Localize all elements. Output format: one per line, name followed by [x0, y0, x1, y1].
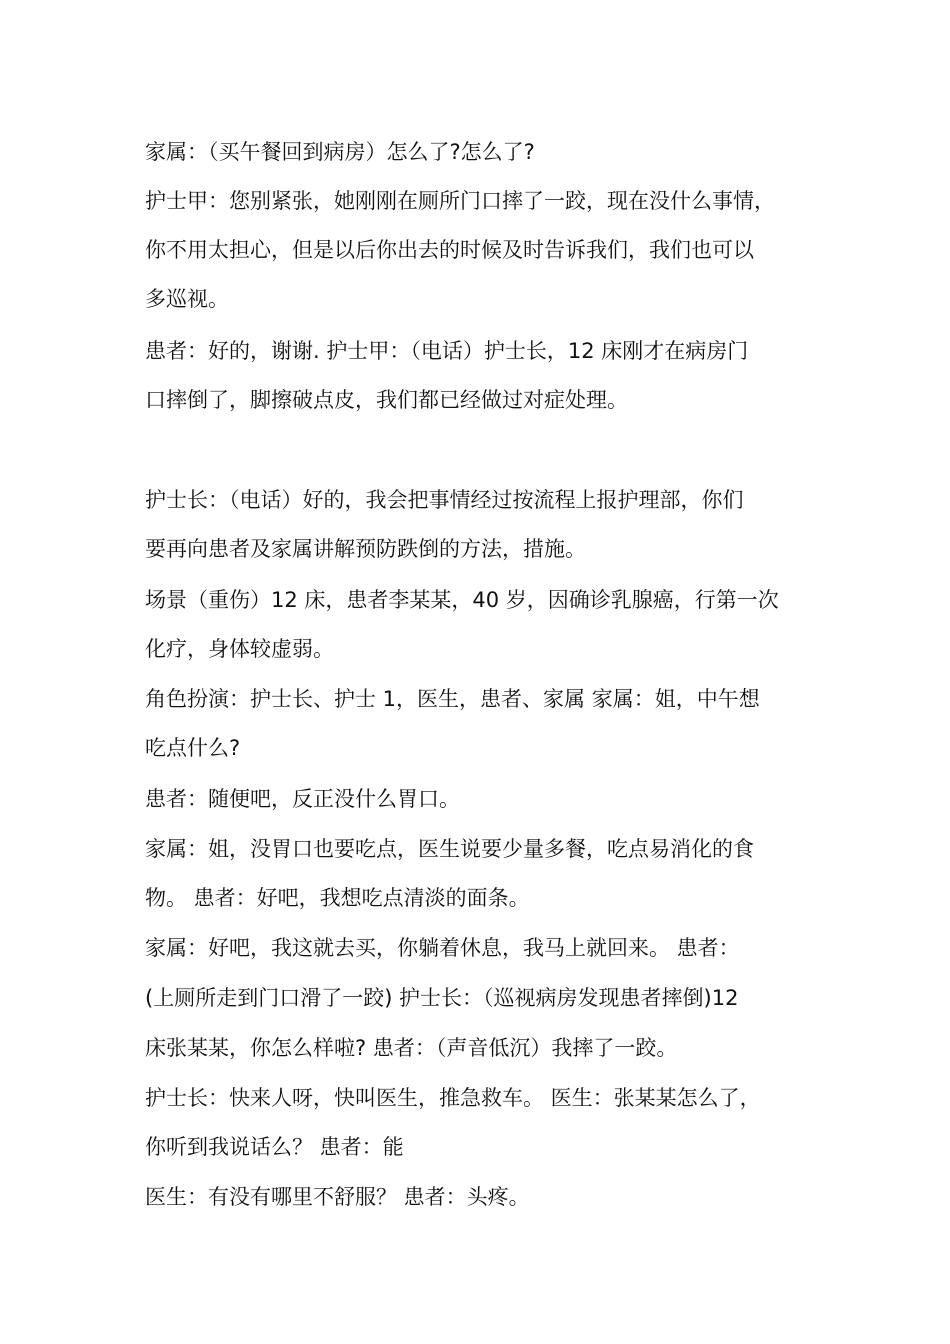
text-line: 口摔倒了，脚擦破点皮，我们都已经做过对症处理。 — [145, 388, 628, 412]
text-line: 角色扮演：护士长、护士 1，医生，患者、家属 家属：姐，中午想 — [145, 687, 760, 711]
text-line: 要再向患者及家属讲解预防跌倒的方法，措施。 — [145, 537, 586, 561]
text-line: 物。 患者：好吧，我想吃点清淡的面条。 — [145, 886, 530, 910]
text-line: 家属：（买午餐回到病房）怎么了?怎么了? — [145, 140, 535, 164]
text-line: 医生：有没有哪里不舒服？ 患者：头疼。 — [145, 1185, 530, 1209]
text-line: 你听到我说话么？ 患者：能 — [145, 1135, 404, 1159]
text-line: 化疗，身体较虚弱。 — [145, 637, 334, 661]
text-line: (上厕所走到门口滑了一跤) 护士长：（巡视病房发现患者摔倒)12 — [145, 986, 739, 1010]
text-line: 家属：好吧，我这就去买，你躺着休息，我马上就回来。 患者： — [145, 936, 740, 960]
text-line: 家属：姐，没胃口也要吃点，医生说要少量多餐，吃点易消化的食 — [145, 837, 754, 861]
text-line: 床张某某，你怎么样啦? 患者：（声音低沉）我摔了一跤。 — [145, 1036, 678, 1060]
text-line: 吃点什么? — [145, 736, 241, 760]
text-line: 场景（重伤）12 床，患者李某某，40 岁，因确诊乳腺癌，行第一次 — [145, 588, 779, 612]
text-line: 护士长：（电话）好的，我会把事情经过按流程上报护理部，你们 — [145, 488, 744, 512]
text-line: 患者：好的，谢谢. 护士甲：（电话）护士长，12 床刚才在病房门 — [145, 339, 749, 363]
text-line: 你不用太担心，但是以后你出去的时候及时告诉我们，我们也可以 — [145, 238, 754, 262]
text-line: 护士甲：您别紧张，她刚刚在厕所门口摔了一跤，现在没什么事情， — [145, 189, 775, 213]
text-line: 护士长：快来人呀，快叫医生，推急救车。 医生：张某某怎么了， — [145, 1086, 761, 1110]
text-line: 患者：随便吧，反正没什么胃口。 — [145, 787, 460, 811]
text-line: 多巡视。 — [145, 287, 229, 311]
